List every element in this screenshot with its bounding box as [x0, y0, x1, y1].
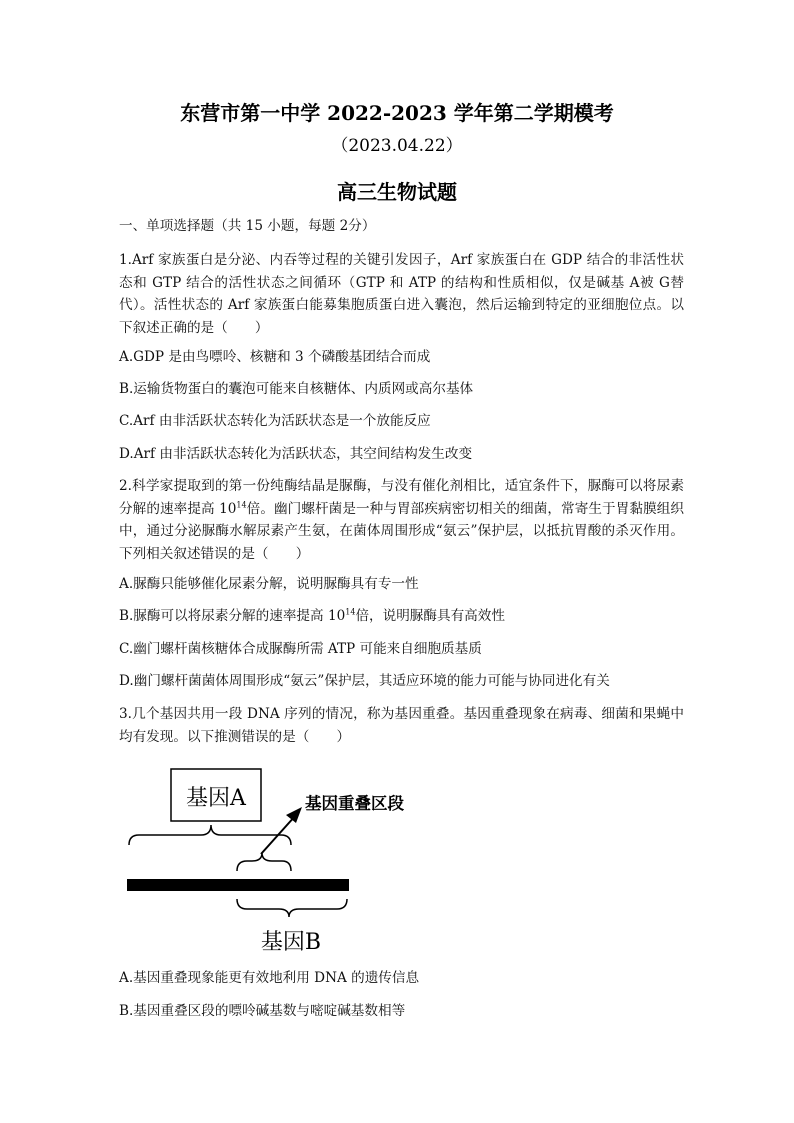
gene-b-label: 基因B: [260, 930, 322, 955]
q2-stem-part-2: 倍。幽门螺杆菌是一种与胃部疾病密切相关的细菌，常寄生于胃黏膜组织中，通过分泌脲酶水解尿素产生氨，在菌体周围形成“氨云”保护层，以抵抗胃酸的杀灭作用。下列相关叙述错误的是（ ）: [119, 500, 685, 562]
q3-option-b: B.基因重叠区段的嘌呤碱基数与嘧啶碱基数相等: [119, 1003, 406, 1019]
overlap-arrow-head: [286, 807, 302, 823]
gene-overlap-diagram: [119, 763, 479, 963]
q2-option-b-part-2: 倍，说明脲酶具有高效性: [355, 608, 505, 624]
q1-option-a: A.GDP 是由鸟嘌呤、核糖和 3 个磷酸基团结合而成: [119, 349, 431, 365]
section-heading: 一、单项选择题（共 15 小题，每题 2分）: [119, 218, 376, 234]
overlap-region-label: 基因重叠区段: [305, 794, 404, 813]
gene-overlap-figure: [119, 763, 479, 963]
question-1-stem: 1.Arf 家族蛋白是分泌、内吞等过程的关键引发因子，Arf 家族蛋白在 GDP 结合的非活性状态和 GTP 结合的活性状态之间循环（GTP 和 ATP 的结构和性质相似，仅是碱基 A被 G替代）。活性状态的 Arf 家族蛋白能募集胞质蛋白进入囊泡，然后运输到特定的亚细胞位点。以下叙述正确的是（ ）: [119, 252, 684, 336]
overlap-bracket: [237, 853, 291, 871]
q3-option-a: A.基因重叠现象能更有效地利用 DNA 的遗传信息: [119, 970, 420, 986]
q2-option-c: C.幽门螺杆菌核糖体合成脲酶所需 ATP 可能来自细胞质基质: [119, 641, 482, 657]
exam-title: 高三生物试题: [337, 180, 457, 204]
q2-option-b-part-1: B.脲酶可以将尿素分解的速率提高 10: [119, 608, 346, 624]
question-3-stem: 3.几个基因共用一段 DNA 序列的情况，称为基因重叠。基因重叠现象在病毒、细菌和果蝇中均有发现。以下推测错误的是（ ）: [119, 706, 684, 745]
q2-stem-exponent: 14: [236, 499, 247, 509]
q2-option-b: [119, 604, 684, 628]
school-title: 东营市第一中学 2022-2023 学年第二学期模考: [180, 101, 614, 125]
q1-option-b: B.运输货物蛋白的囊泡可能来自核糖体、内质网或高尔基体: [119, 381, 474, 397]
dna-strand: [127, 879, 349, 891]
question-2-stem: [119, 475, 684, 565]
q2-option-d: D.幽门螺杆菌菌体周围形成“氨云”保护层，其适应环境的能力可能与协同进化有关: [119, 673, 610, 689]
gene-a-bracket: [129, 825, 291, 845]
gene-b-bracket: [237, 899, 347, 917]
exam-date: （2023.04.22）: [331, 136, 463, 156]
q2-stem-part-1: 2.科学家提取到的第一份纯酶结晶是脲酶，与没有催化剂相比，适宜条件下，脲酶可以将尿素分解的速率提高 10: [119, 478, 684, 517]
gene-a-label: 基因A: [186, 786, 246, 811]
q2-option-b-exponent: 14: [345, 607, 356, 617]
q1-option-c: C.Arf 由非活跃状态转化为活跃状态是一个放能反应: [119, 413, 431, 429]
q2-option-a: A.脲酶只能够催化尿素分解，说明脲酶具有专一性: [119, 576, 419, 592]
q1-option-d: D.Arf 由非活跃状态转化为活跃状态，其空间结构发生改变: [119, 446, 473, 462]
